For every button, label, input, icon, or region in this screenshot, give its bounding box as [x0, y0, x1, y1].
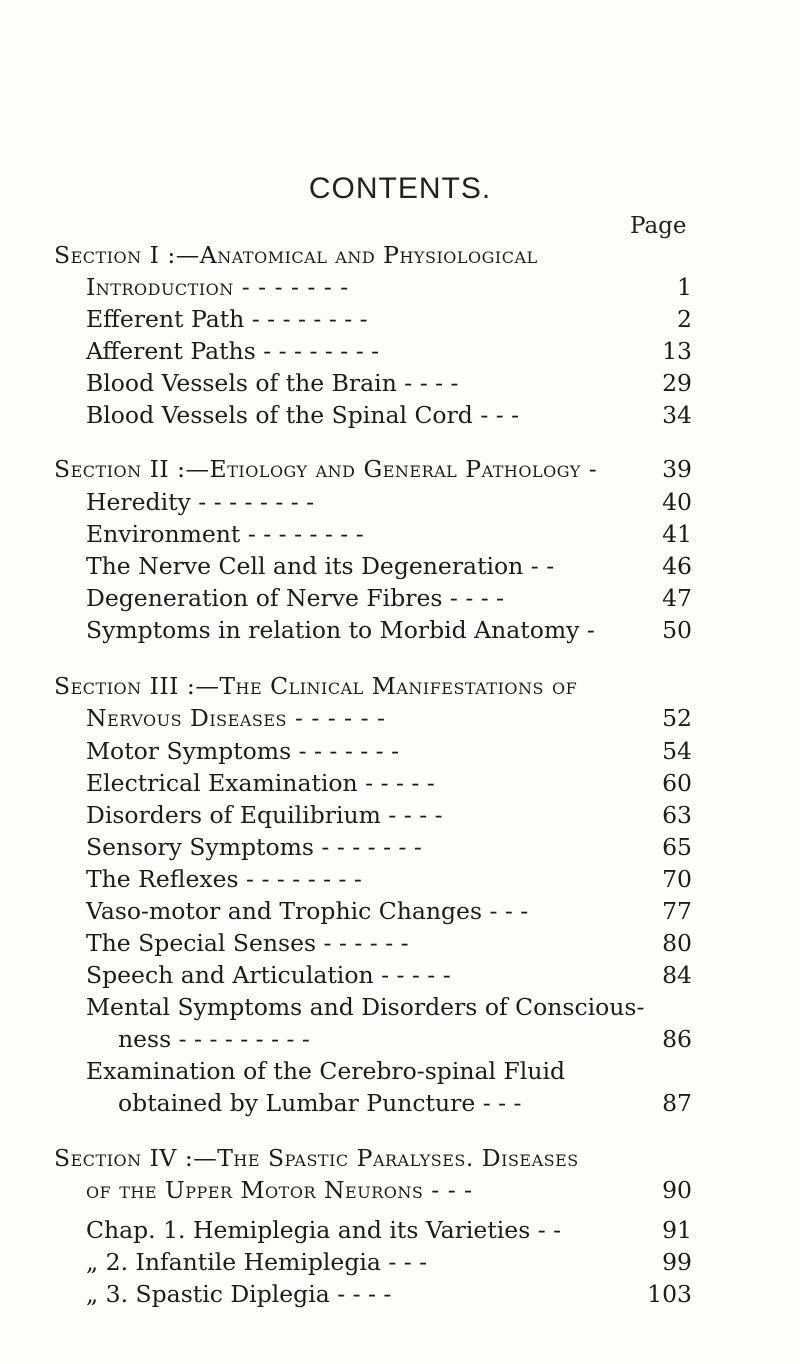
- section-4-title-line-1: Section IV :—The Spastic Paralyses. Diseases: [54, 1144, 579, 1172]
- toc-entry: Heredity - - - - - - - -: [86, 488, 315, 516]
- toc-page-number: 80: [662, 929, 692, 957]
- toc-entry: Environment - - - - - - - -: [86, 520, 364, 548]
- toc-entry: Examination of the Cerebro-spinal Fluid: [86, 1057, 566, 1085]
- toc-entry: Symptoms in relation to Morbid Anatomy -: [86, 616, 595, 644]
- toc-entry: Blood Vessels of the Spinal Cord - - -: [86, 401, 520, 429]
- toc-page-number: 70: [662, 865, 692, 893]
- toc-entry: Afferent Paths - - - - - - - -: [86, 337, 380, 365]
- section-4-page: 90: [662, 1176, 692, 1204]
- toc-entry: „ 2. Infantile Hemiplegia - - -: [86, 1248, 428, 1276]
- section-3-page: 52: [662, 704, 692, 732]
- toc-entry: ness - - - - - - - - -: [118, 1025, 310, 1053]
- toc-entry: Disorders of Equilibrium - - - -: [86, 801, 443, 829]
- toc-entry: Speech and Articulation - - - - -: [86, 961, 451, 989]
- section-1-title-line-2: Introduction - - - - - - -: [86, 273, 349, 301]
- toc-page-number: 29: [662, 369, 692, 397]
- toc-page-number: 86: [662, 1025, 692, 1053]
- toc-page-number: 87: [662, 1089, 692, 1117]
- toc-page-number: 54: [662, 737, 692, 765]
- toc-page-number: 41: [662, 520, 692, 548]
- toc-entry: Efferent Path - - - - - - - -: [86, 305, 368, 333]
- toc-page-number: 91: [662, 1216, 692, 1244]
- toc-entry: The Special Senses - - - - - -: [86, 929, 409, 957]
- toc-entry: Motor Symptoms - - - - - - -: [86, 737, 400, 765]
- toc-page-number: 47: [662, 584, 692, 612]
- toc-entry: obtained by Lumbar Puncture - - -: [118, 1089, 522, 1117]
- section-2-title-line-1: Section II :—Etiology and General Pathology -: [54, 455, 598, 483]
- section-3-title-line-1: Section III :—The Clinical Manifestations of: [54, 672, 578, 700]
- toc-entry: The Reflexes - - - - - - - -: [86, 865, 362, 893]
- section-3-title-line-2: Nervous Diseases - - - - - -: [86, 704, 386, 732]
- toc-page-number: 60: [662, 769, 692, 797]
- page-column-label: Page: [630, 213, 687, 239]
- section-1-page: 1: [677, 273, 692, 301]
- toc-page-number: 84: [662, 961, 692, 989]
- toc-page-number: 99: [662, 1248, 692, 1276]
- toc-page-number: 13: [662, 337, 692, 365]
- toc-page-number: 34: [662, 401, 692, 429]
- toc-page-number: 40: [662, 488, 692, 516]
- toc-entry: Mental Symptoms and Disorders of Conscious-: [86, 993, 645, 1021]
- toc-entry: Vaso-motor and Trophic Changes - - -: [86, 897, 529, 925]
- toc-page-number: 46: [662, 552, 692, 580]
- toc-entry: Blood Vessels of the Brain - - - -: [86, 369, 459, 397]
- toc-entry: Chap. 1. Hemiplegia and its Varieties - -: [86, 1216, 562, 1244]
- toc-page-number: 77: [662, 897, 692, 925]
- toc-entry: Electrical Examination - - - - -: [86, 769, 435, 797]
- section-1-title-line-1: Section I :—Anatomical and Physiological: [54, 241, 538, 269]
- section-2-page: 39: [662, 455, 692, 483]
- toc-page-number: 63: [662, 801, 692, 829]
- toc-entry: Sensory Symptoms - - - - - - -: [86, 833, 422, 861]
- toc-entry: The Nerve Cell and its Degeneration - -: [86, 552, 555, 580]
- toc-page-number: 50: [662, 616, 692, 644]
- toc-page-number: 65: [662, 833, 692, 861]
- toc-entry: „ 3. Spastic Diplegia - - - -: [86, 1280, 392, 1308]
- toc-page-number: 2: [677, 305, 692, 333]
- section-4-title-line-2: of the Upper Motor Neurons - - -: [86, 1176, 473, 1204]
- toc-page-number: 103: [647, 1280, 692, 1308]
- contents-heading: CONTENTS.: [308, 172, 492, 205]
- toc-entry: Degeneration of Nerve Fibres - - - -: [86, 584, 505, 612]
